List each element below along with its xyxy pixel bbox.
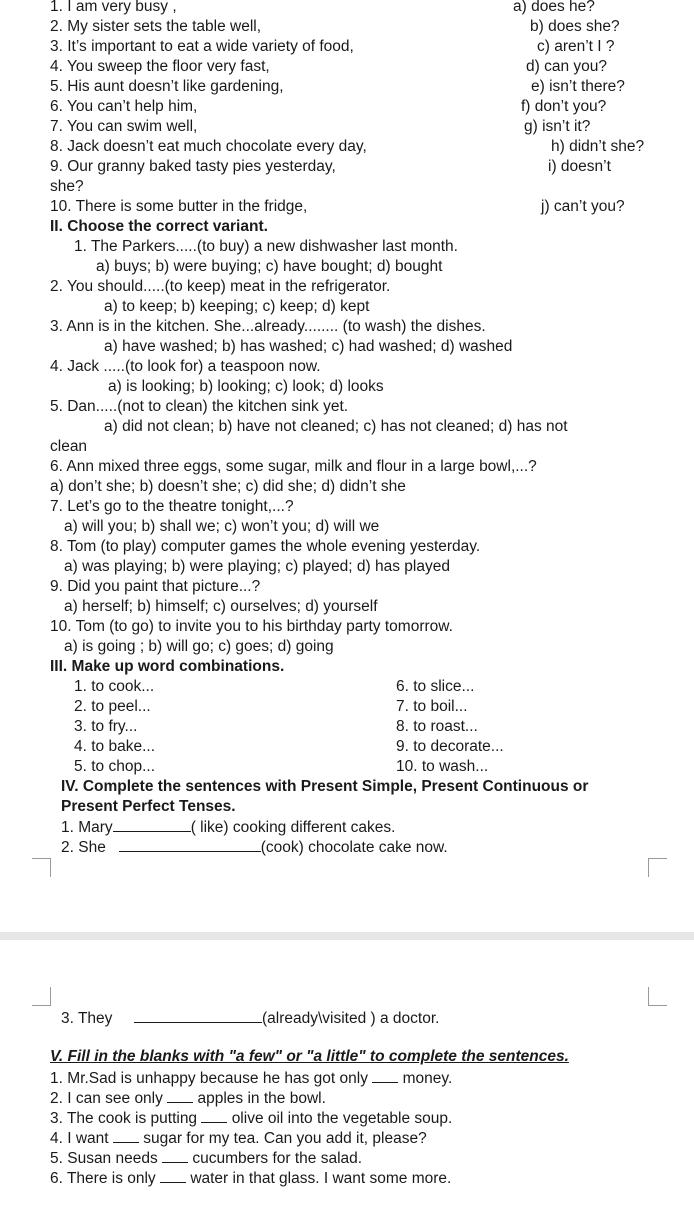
s1-answer-b: b) does she? [530, 18, 620, 35]
s2-q3-options: a) have washed; b) has washed; c) had washed; d) washed [104, 338, 513, 355]
s2-q6: 6. Ann mixed three eggs, some sugar, milk and flour in a large bowl,...? [50, 458, 537, 475]
page-separator [0, 932, 694, 940]
s1-answer-a: a) does he? [513, 0, 595, 15]
s3-item-4: 4. to bake... [74, 738, 155, 755]
s1-answer-j: j) can’t you? [541, 198, 625, 215]
s3-item-7: 7. to boil... [396, 698, 468, 715]
s2-q4: 4. Jack .....(to look for) a teaspoon now. [50, 358, 321, 375]
s2-q6-options: a) don’t she; b) doesn’t she; c) did she; d) didn’t she [50, 478, 406, 495]
s4-item-2: 2. She (cook) chocolate cake now. [61, 839, 448, 856]
s1-question-9: 9. Our granny baked tasty pies yesterday, [50, 158, 336, 175]
s4-blank-3[interactable] [134, 1008, 262, 1023]
s5-blank-6[interactable] [160, 1168, 186, 1183]
s2-q8: 8. Tom (to play) computer games the whole evening yesterday. [50, 538, 481, 555]
s2-q5-options: a) did not clean; b) have not cleaned; c) has not cleaned; d) has not [104, 418, 568, 435]
s1-question-2: 2. My sister sets the table well, [50, 18, 262, 35]
s2-q9: 9. Did you paint that picture...? [50, 578, 261, 595]
s3-item-1: 1. to cook... [74, 678, 155, 695]
s2-q1-options: a) buys; b) were buying; c) have bought; d) bought [96, 258, 443, 275]
s1-question-5: 5. His aunt doesn’t like gardening, [50, 78, 284, 95]
s5-blank-3[interactable] [201, 1108, 227, 1123]
s5-blank-4[interactable] [113, 1128, 139, 1143]
s5-title: V. Fill in the blanks with "a few" or "a little" to complete the sentences. [50, 1048, 569, 1065]
s2-q2-options: a) to keep; b) keeping; c) keep; d) kept [104, 298, 370, 315]
s1-question-8: 8. Jack doesn’t eat much chocolate every day, [50, 138, 367, 155]
s3-item-8: 8. to roast... [396, 718, 478, 735]
s5-blank-5[interactable] [162, 1148, 188, 1163]
s3-item-10: 10. to wash... [396, 758, 489, 775]
s4-item-1: 1. Mary ( like) cooking different cakes. [61, 819, 396, 836]
s2-q7-options: a) will you; b) shall we; c) won’t you; d) will we [64, 518, 380, 535]
s1-answer-d: d) can you? [526, 58, 607, 75]
s5-blank-1[interactable] [372, 1068, 398, 1083]
s1-question-6: 6. You can’t help him, [50, 98, 198, 115]
s3-title: III. Make up word combinations. [50, 658, 285, 675]
s3-item-6: 6. to slice... [396, 678, 475, 695]
s1-answer-e: e) isn’t there? [531, 78, 625, 95]
s5-item-5: 5. Susan needs cucumbers for the salad. [50, 1150, 363, 1167]
s5-item-3: 3. The cook is putting olive oil into the vegetable soup. [50, 1110, 453, 1127]
crop-mark-bottom-right [648, 987, 667, 1006]
crop-mark-top-right [648, 858, 667, 877]
s2-title: II. Choose the correct variant. [50, 218, 268, 235]
s2-q10-options: a) is going ; b) will go; c) goes; d) going [64, 638, 334, 655]
s1-answer-i: i) doesn’t [548, 158, 611, 175]
s3-item-2: 2. to peel... [74, 698, 151, 715]
s5-item-4: 4. I want sugar for my tea. Can you add it, please? [50, 1130, 427, 1147]
s4-title-line2: Present Perfect Tenses. [61, 798, 236, 815]
s5-item-2: 2. I can see only apples in the bowl. [50, 1090, 326, 1107]
s2-q5: 5. Dan.....(not to clean) the kitchen sink yet. [50, 398, 349, 415]
s1-answer-h: h) didn’t she? [551, 138, 645, 155]
s2-q8-options: a) was playing; b) were playing; c) played; d) has played [64, 558, 450, 575]
s1-answer-c: c) aren’t I ? [537, 38, 615, 55]
s2-q4-options: a) is looking; b) looking; c) look; d) looks [108, 378, 384, 395]
s1-question-1: 1. I am very busy , [50, 0, 177, 15]
s4-title-line1: IV. Complete the sentences with Present Simple, Present Continuous or [61, 778, 589, 795]
s2-q9-options: a) herself; b) himself; c) ourselves; d) yourself [64, 598, 378, 615]
s2-q7: 7. Let’s go to the theatre tonight,...? [50, 498, 294, 515]
s1-question-3: 3. It’s important to eat a wide variety of food, [50, 38, 354, 55]
s1-question-7: 7. You can swim well, [50, 118, 198, 135]
s1-question-10: 10. There is some butter in the fridge, [50, 198, 308, 215]
s5-item-6: 6. There is only water in that glass. I want some more. [50, 1170, 452, 1187]
s3-item-9: 9. to decorate... [396, 738, 504, 755]
s1-question-9-wrap: she? [50, 178, 84, 195]
s4-blank-1[interactable] [113, 817, 191, 832]
s1-answer-g: g) isn’t it? [524, 118, 591, 135]
s4-item-3: 3. They (already\visited ) a doctor. [61, 1010, 440, 1027]
s1-answer-f: f) don’t you? [521, 98, 607, 115]
s3-item-3: 3. to fry... [74, 718, 138, 735]
s5-item-1: 1. Mr.Sad is unhappy because he has got only money. [50, 1070, 453, 1087]
s2-q3: 3. Ann is in the kitchen. She...already........ (to wash) the dishes. [50, 318, 486, 335]
s2-q2: 2. You should.....(to keep) meat in the refrigerator. [50, 278, 391, 295]
s3-item-5: 5. to chop... [74, 758, 155, 775]
s2-q5-options-wrap: clean [50, 438, 88, 455]
crop-mark-bottom-left [32, 987, 51, 1006]
s5-blank-2[interactable] [167, 1088, 193, 1103]
crop-mark-top-left [32, 858, 51, 877]
s1-question-4: 4. You sweep the floor very fast, [50, 58, 270, 75]
s2-q1: 1. The Parkers.....(to buy) a new dishwasher last month. [74, 238, 458, 255]
s2-q10: 10. Tom (to go) to invite you to his birthday party tomorrow. [50, 618, 453, 635]
s4-blank-2[interactable] [119, 837, 261, 852]
